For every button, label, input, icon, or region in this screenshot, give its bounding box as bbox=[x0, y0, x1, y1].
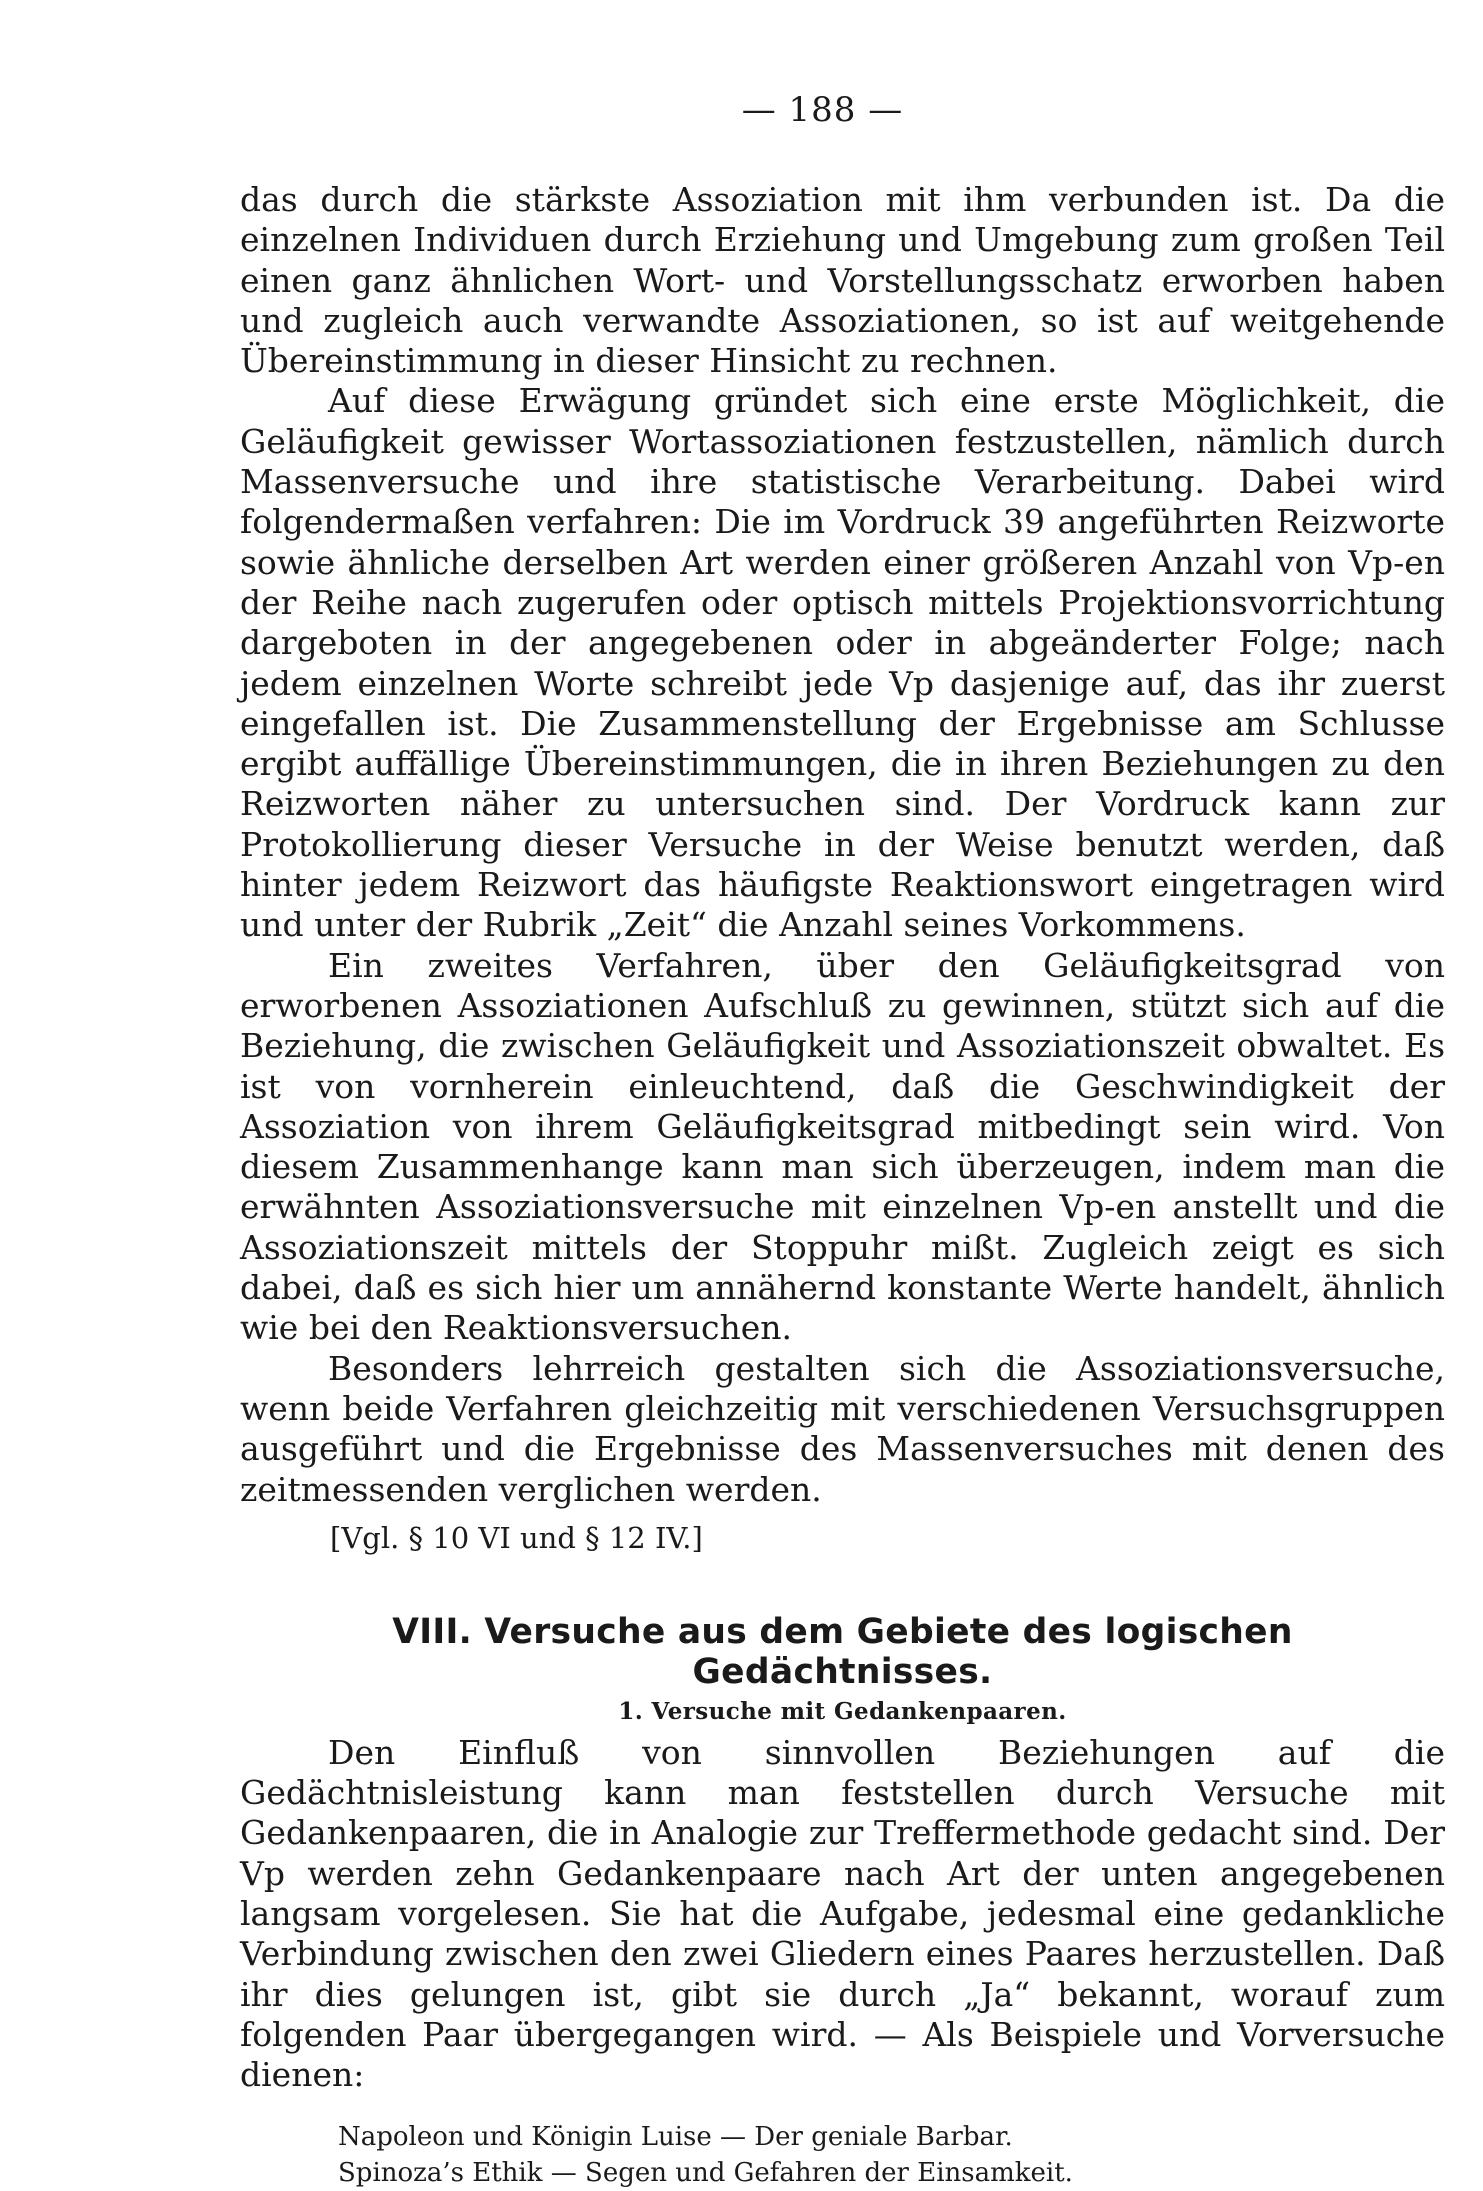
page-number: — 188 — bbox=[741, 90, 904, 130]
sub-heading: 1. Versuche mit Gedankenpaaren. bbox=[618, 1697, 1067, 1725]
paragraph-1: das durch die stärkste Assoziation mit ihm verbunden ist. Da die einzelnen Individuen durch Erziehung und Umgebung zum großen Teil einen ganz ähnlichen Wort- und Vorstellungsschatz erworben haben und zugleich auch verwandte Assoziationen, so ist auf weitgehende Übereinstimmung in dieser Hinsicht zu rechnen. bbox=[240, 180, 1445, 381]
paragraph-2: Auf diese Erwägung gründet sich eine erste Möglichkeit, die Geläufigkeit gewisser Wortassoziationen festzustellen, nämlich durch Massenversuche und ihre statistische Verarbeitung. Dabei wird folgendermaßen verfahren: Die im Vordruck 39 angeführten Reizworte sowie ähnliche derselben Art werden einer größeren Anzahl von Vp-en der Reihe nach zugerufen oder optisch mittels Projektionsvorrichtung dargeboten in der angegebenen oder in abgeänderter Folge; nach jedem einzelnen Worte schreibt jede Vp dasjenige auf, das ihr zuerst eingefallen ist. Die Zusammenstellung der Ergebnisse am Schlusse ergibt auffällige Übereinstimmungen, die in ihren Beziehungen zu den Reizworten näher zu untersuchen sind. Der Vordruck kann zur Protokollierung dieser Versuche in der Weise benutzt werden, daß hinter jedem Reizwort das häufigste Reaktionswort eingetragen wird und unter der Rubrik „Zeit“ die Anzahl seines Vorkommens. bbox=[240, 381, 1445, 945]
example-list bbox=[338, 2119, 1445, 2191]
paragraph-4: Besonders lehrreich gestalten sich die Assoziationsversuche, wenn beide Verfahren gleichzeitig mit verschiedenen Versuchsgruppen ausgeführt und die Ergebnisse des Massenversuches mit denen des zeitmessenden verglichen werden. bbox=[240, 1348, 1445, 1509]
cross-reference: [Vgl. § 10 VI und § 12 IV.] bbox=[330, 1520, 703, 1555]
example-item: Napoleon und Königin Luise — Der geniale Barbar. bbox=[338, 2122, 1013, 2153]
document-page bbox=[240, 90, 1445, 2191]
paragraph-5: Den Einfluß von sinnvollen Beziehungen auf die Gedächtnisleistung kann man feststellen durch Versuche mit Gedankenpaaren, die in Analogie zur Treffermethode gedacht sind. Der Vp werden zehn Gedankenpaare nach Art der unten angegebenen langsam vorgelesen. Sie hat die Aufgabe, jedesmal eine gedankliche Verbindung zwischen den zwei Gliedern eines Paares herzustellen. Daß ihr dies gelungen ist, gibt sie durch „Ja“ bekannt, worauf zum folgenden Paar übergegangen wird. — Als Beispiele und Vorversuche dienen: bbox=[240, 1732, 1445, 2095]
paragraph-3: Ein zweites Verfahren, über den Geläufigkeitsgrad von erworbenen Assoziationen Aufschluß zu gewinnen, stützt sich auf die Beziehung, die zwischen Geläufigkeit und Assoziationszeit obwaltet. Es ist von vornherein einleuchtend, daß die Geschwindigkeit der Assoziation von ihrem Geläufigkeitsgrad mitbedingt sein wird. Von diesem Zusammenhange kann man sich überzeugen, indem man die erwähnten Assoziationsversuche mit einzelnen Vp-en anstellt und die Assoziationszeit mittels der Stoppuhr mißt. Zugleich zeigt es sich dabei, daß es sich hier um annähernd konstante Werte handelt, ähnlich wie bei den Reaktionsversuchen. bbox=[240, 945, 1445, 1348]
example-item: Spinoza’s Ethik — Segen und Gefahren der Einsamkeit. bbox=[338, 2158, 1073, 2189]
section-heading: VIII. Versuche aus dem Gebiete des logischen Gedächtnisses. bbox=[392, 1611, 1293, 1692]
